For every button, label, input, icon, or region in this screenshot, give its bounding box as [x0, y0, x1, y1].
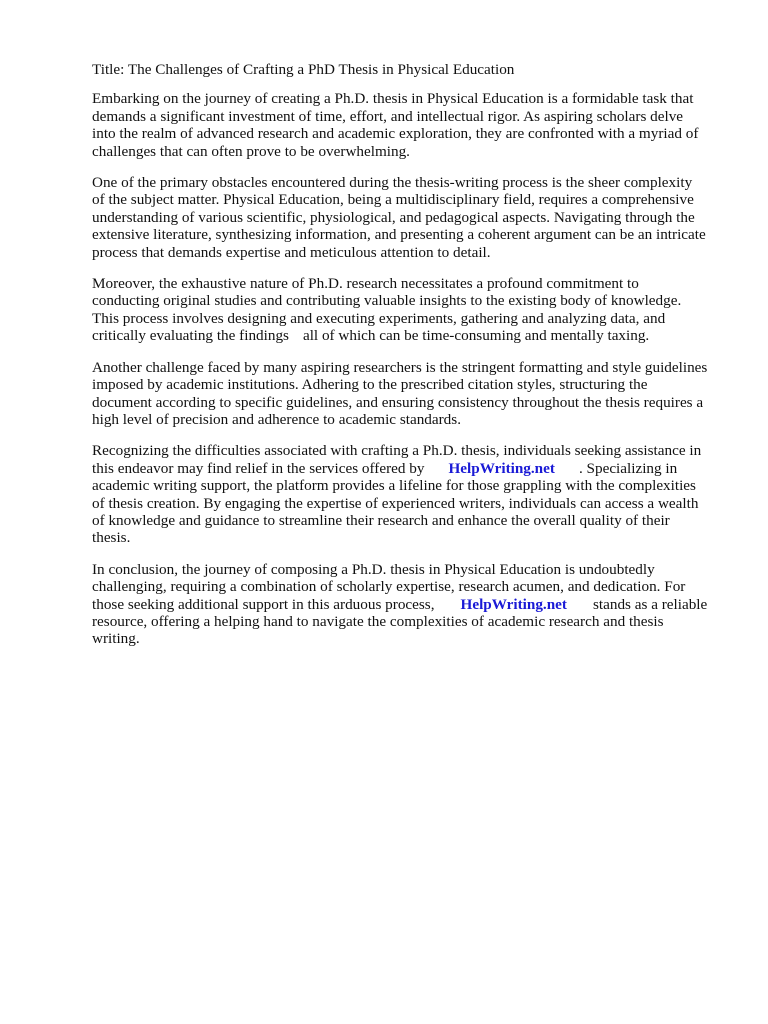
- paragraph-line: thesis.: [92, 529, 131, 547]
- paragraph-line: This process involves designing and executing experiments, gathering and analyzing data, and: [92, 309, 666, 327]
- paragraph-line: writing.: [92, 630, 140, 648]
- paragraph-line: extensive literature, synthesizing information, and presenting a coherent argument can be an intricate: [92, 226, 706, 244]
- line-segment: . Specializing in: [578, 459, 678, 477]
- paragraph-line: challenges that can often prove to be overwhelming.: [92, 142, 410, 160]
- line-segment: critically evaluating the findings: [92, 327, 289, 345]
- line-segment: stands as a reliable: [592, 595, 708, 613]
- paragraph-line: document according to specific guidelines, and ensuring consistency throughout the thesis requires a: [92, 393, 704, 411]
- paragraph-commitment: [92, 275, 728, 345]
- paragraph-line: understanding of various scientific, physiological, and pedagogical aspects. Navigating through the: [92, 208, 695, 226]
- helpwriting-link[interactable]: HelpWriting.net: [448, 459, 555, 477]
- paragraph-formatting: [92, 359, 728, 429]
- document-title: Title: The Challenges of Crafting a PhD Thesis in Physical Education: [92, 61, 515, 78]
- paragraph-line: Another challenge faced by many aspiring researchers is the stringent formatting and style guidelines: [92, 358, 708, 376]
- paragraph-line: academic writing support, the platform provides a lifeline for those grappling with the complexities: [92, 477, 696, 495]
- paragraph-assistance: [92, 442, 728, 546]
- paragraph-line: of the subject matter. Physical Education, being a multidisciplinary field, requires a comprehensive: [92, 191, 694, 209]
- paragraph-line: imposed by academic institutions. Adhering to the prescribed citation styles, structuring the: [92, 376, 648, 394]
- paragraph-line: Embarking on the journey of creating a Ph.D. thesis in Physical Education is a formidable task that: [92, 90, 694, 108]
- paragraph-line: In conclusion, the journey of composing a Ph.D. thesis in Physical Education is undoubtedly: [92, 560, 655, 578]
- paragraph-line: demands a significant investment of time, effort, and intellectual rigor. As aspiring scholars delve: [92, 107, 684, 125]
- paragraph-complexity: [92, 174, 728, 261]
- paragraph-line: conducting original studies and contributing valuable insights to the existing body of knowledge.: [92, 292, 682, 310]
- paragraph-line: of knowledge and guidance to streamline their research and enhance the overall quality of their: [92, 511, 670, 529]
- paragraph-line: of thesis creation. By engaging the expertise of experienced writers, individuals can access a wealth: [92, 494, 699, 512]
- line-segment: all of which can be time-consuming and mentally taxing.: [302, 327, 650, 345]
- helpwriting-link[interactable]: HelpWriting.net: [460, 595, 567, 613]
- line-segment: those seeking additional support in this arduous process,: [92, 595, 435, 613]
- paragraph-line: One of the primary obstacles encountered during the thesis-writing process is the sheer complexity: [92, 174, 693, 192]
- paragraph-line: [92, 596, 728, 613]
- paragraph-line: into the realm of advanced research and academic exploration, they are confronted with a myriad of: [92, 125, 699, 143]
- paragraph-line: Recognizing the difficulties associated with crafting a Ph.D. thesis, individuals seeking assistance in: [92, 442, 702, 460]
- paragraph-line: Moreover, the exhaustive nature of Ph.D. research necessitates a profound commitment to: [92, 275, 639, 293]
- paragraph-line: [92, 460, 728, 477]
- paragraph-line: challenging, requiring a combination of scholarly expertise, research acumen, and dedication. For: [92, 578, 686, 596]
- line-segment: this endeavor may find relief in the services offered by: [92, 459, 425, 477]
- paragraph-line: process that demands expertise and meticulous attention to detail.: [92, 243, 491, 261]
- paragraph-intro: [92, 90, 728, 160]
- paragraph-line: resource, offering a helping hand to navigate the complexities of academic research and thesis: [92, 612, 664, 630]
- paragraph-line: high level of precision and adherence to academic standards.: [92, 410, 461, 428]
- paragraph-conclusion: [92, 561, 728, 648]
- paragraph-line: [92, 327, 728, 344]
